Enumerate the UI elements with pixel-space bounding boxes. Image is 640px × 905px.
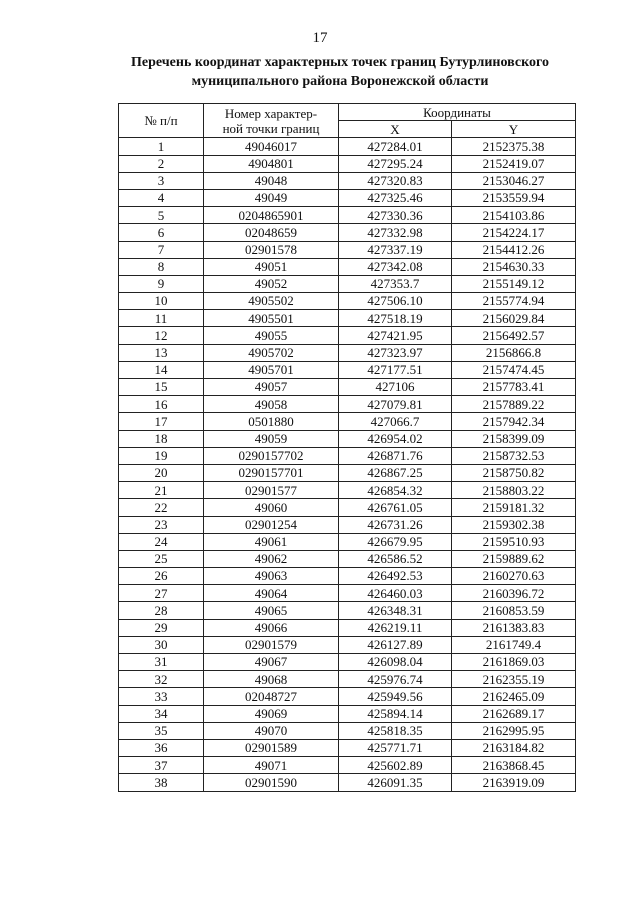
cell-point: 0290157702 (204, 447, 339, 464)
cell-point: 49066 (204, 619, 339, 636)
cell-y: 2157889.22 (452, 396, 576, 413)
table-row (119, 757, 576, 774)
cell-x: 426761.05 (339, 499, 452, 516)
cell-point: 49057 (204, 379, 339, 396)
table-row (119, 654, 576, 671)
table-row (119, 671, 576, 688)
table-row (119, 155, 576, 172)
table-row (119, 344, 576, 361)
cell-y: 2155774.94 (452, 293, 576, 310)
table-row (119, 774, 576, 791)
cell-point: 49062 (204, 550, 339, 567)
cell-num: 5 (119, 207, 204, 224)
table-row (119, 550, 576, 567)
cell-y: 2163919.09 (452, 774, 576, 791)
table-row (119, 275, 576, 292)
cell-point: 02901578 (204, 241, 339, 258)
table-row (119, 739, 576, 756)
cell-num: 20 (119, 464, 204, 481)
cell-point: 49064 (204, 585, 339, 602)
cell-y: 2157783.41 (452, 379, 576, 396)
table-row (119, 636, 576, 653)
cell-num: 13 (119, 344, 204, 361)
header-coords: Координаты (339, 104, 576, 121)
cell-point: 02901589 (204, 739, 339, 756)
table-row (119, 447, 576, 464)
table-row (119, 189, 576, 206)
cell-y: 2158750.82 (452, 464, 576, 481)
cell-y: 2159181.32 (452, 499, 576, 516)
coordinates-table (118, 103, 576, 792)
cell-num: 12 (119, 327, 204, 344)
cell-point: 0501880 (204, 413, 339, 430)
cell-x: 425949.56 (339, 688, 452, 705)
cell-y: 2161383.83 (452, 619, 576, 636)
cell-point: 49048 (204, 172, 339, 189)
cell-y: 2154103.86 (452, 207, 576, 224)
cell-x: 425602.89 (339, 757, 452, 774)
cell-x: 425976.74 (339, 671, 452, 688)
table-row (119, 585, 576, 602)
cell-y: 2156029.84 (452, 310, 576, 327)
cell-y: 2160396.72 (452, 585, 576, 602)
cell-y: 2154630.33 (452, 258, 576, 275)
cell-x: 426871.76 (339, 447, 452, 464)
page-number: 17 (312, 30, 328, 46)
cell-y: 2158803.22 (452, 482, 576, 499)
table-row (119, 464, 576, 481)
cell-point: 4905502 (204, 293, 339, 310)
table-row (119, 688, 576, 705)
table-row (119, 413, 576, 430)
cell-x: 427106 (339, 379, 452, 396)
cell-x: 427330.36 (339, 207, 452, 224)
cell-y: 2152419.07 (452, 155, 576, 172)
cell-num: 29 (119, 619, 204, 636)
cell-num: 9 (119, 275, 204, 292)
table-row (119, 705, 576, 722)
table-row (119, 516, 576, 533)
cell-point: 02901590 (204, 774, 339, 791)
cell-y: 2158732.53 (452, 447, 576, 464)
cell-num: 28 (119, 602, 204, 619)
cell-num: 24 (119, 533, 204, 550)
cell-x: 425818.35 (339, 722, 452, 739)
table-row (119, 258, 576, 275)
cell-x: 426219.11 (339, 619, 452, 636)
title-line-2: муниципального района Воронежской области (191, 74, 489, 89)
cell-x: 427284.01 (339, 138, 452, 155)
cell-x: 426954.02 (339, 430, 452, 447)
cell-point: 4905702 (204, 344, 339, 361)
cell-x: 426098.04 (339, 654, 452, 671)
table-row (119, 379, 576, 396)
cell-y: 2158399.09 (452, 430, 576, 447)
table-row (119, 224, 576, 241)
cell-y: 2156492.57 (452, 327, 576, 344)
cell-num: 14 (119, 361, 204, 378)
cell-num: 22 (119, 499, 204, 516)
cell-point: 02901254 (204, 516, 339, 533)
cell-point: 49061 (204, 533, 339, 550)
cell-y: 2160853.59 (452, 602, 576, 619)
cell-num: 26 (119, 568, 204, 585)
cell-num: 8 (119, 258, 204, 275)
cell-point: 49063 (204, 568, 339, 585)
table-row (119, 138, 576, 155)
table-row (119, 207, 576, 224)
header-row-1 (119, 104, 576, 121)
cell-point: 4904801 (204, 155, 339, 172)
header-y: Y (452, 121, 576, 138)
cell-num: 6 (119, 224, 204, 241)
header-point-line-1: Номер характер- (224, 105, 318, 121)
header-num: № п/п (119, 104, 204, 138)
cell-point: 49060 (204, 499, 339, 516)
cell-num: 17 (119, 413, 204, 430)
cell-num: 7 (119, 241, 204, 258)
cell-y: 2159510.93 (452, 533, 576, 550)
cell-x: 427421.95 (339, 327, 452, 344)
cell-y: 2162355.19 (452, 671, 576, 688)
cell-point: 49051 (204, 258, 339, 275)
cell-num: 23 (119, 516, 204, 533)
cell-point: 0290157701 (204, 464, 339, 481)
cell-num: 31 (119, 654, 204, 671)
header-x: X (339, 121, 452, 138)
table-row (119, 533, 576, 550)
cell-x: 426586.52 (339, 550, 452, 567)
title-line-1: Перечень координат характерных точек границ Бутурлиновского (131, 55, 549, 70)
cell-point: 49059 (204, 430, 339, 447)
cell-num: 38 (119, 774, 204, 791)
cell-point: 49068 (204, 671, 339, 688)
cell-num: 25 (119, 550, 204, 567)
cell-x: 427177.51 (339, 361, 452, 378)
cell-x: 426492.53 (339, 568, 452, 585)
cell-y: 2152375.38 (452, 138, 576, 155)
cell-y: 2162995.95 (452, 722, 576, 739)
cell-x: 426091.35 (339, 774, 452, 791)
cell-y: 2163184.82 (452, 739, 576, 756)
cell-num: 1 (119, 138, 204, 155)
cell-num: 3 (119, 172, 204, 189)
cell-point: 49071 (204, 757, 339, 774)
cell-num: 15 (119, 379, 204, 396)
table-row (119, 327, 576, 344)
cell-num: 10 (119, 293, 204, 310)
cell-y: 2163868.45 (452, 757, 576, 774)
cell-point: 49067 (204, 654, 339, 671)
table-row (119, 619, 576, 636)
cell-y: 2154224.17 (452, 224, 576, 241)
cell-point: 49046017 (204, 138, 339, 155)
document-title (60, 53, 620, 91)
table-row (119, 430, 576, 447)
cell-point: 49055 (204, 327, 339, 344)
cell-x: 425771.71 (339, 739, 452, 756)
cell-y: 2157474.45 (452, 361, 576, 378)
cell-y: 2162465.09 (452, 688, 576, 705)
header-point-line-2: ной точки границ (222, 120, 320, 136)
cell-x: 426854.32 (339, 482, 452, 499)
cell-x: 427066.7 (339, 413, 452, 430)
cell-x: 427332.98 (339, 224, 452, 241)
cell-y: 2161749.4 (452, 636, 576, 653)
cell-x: 426127.89 (339, 636, 452, 653)
cell-point: 02048727 (204, 688, 339, 705)
header-point (204, 104, 339, 138)
cell-x: 426679.95 (339, 533, 452, 550)
table-row (119, 396, 576, 413)
cell-point: 0204865901 (204, 207, 339, 224)
cell-num: 27 (119, 585, 204, 602)
cell-y: 2156866.8 (452, 344, 576, 361)
cell-num: 32 (119, 671, 204, 688)
cell-num: 11 (119, 310, 204, 327)
table-row (119, 499, 576, 516)
cell-num: 34 (119, 705, 204, 722)
cell-point: 49065 (204, 602, 339, 619)
table-row (119, 722, 576, 739)
cell-x: 427323.97 (339, 344, 452, 361)
cell-y: 2162689.17 (452, 705, 576, 722)
cell-num: 16 (119, 396, 204, 413)
cell-y: 2154412.26 (452, 241, 576, 258)
cell-point: 4905701 (204, 361, 339, 378)
cell-y: 2153046.27 (452, 172, 576, 189)
cell-x: 426731.26 (339, 516, 452, 533)
cell-num: 18 (119, 430, 204, 447)
table-row (119, 361, 576, 378)
cell-y: 2159889.62 (452, 550, 576, 567)
table-row (119, 172, 576, 189)
cell-num: 21 (119, 482, 204, 499)
cell-num: 35 (119, 722, 204, 739)
cell-point: 49069 (204, 705, 339, 722)
cell-num: 37 (119, 757, 204, 774)
cell-x: 426348.31 (339, 602, 452, 619)
cell-y: 2161869.03 (452, 654, 576, 671)
cell-y: 2157942.34 (452, 413, 576, 430)
cell-x: 427337.19 (339, 241, 452, 258)
cell-x: 427325.46 (339, 189, 452, 206)
cell-num: 36 (119, 739, 204, 756)
cell-x: 427295.24 (339, 155, 452, 172)
cell-num: 30 (119, 636, 204, 653)
cell-x: 425894.14 (339, 705, 452, 722)
cell-y: 2155149.12 (452, 275, 576, 292)
cell-point: 49049 (204, 189, 339, 206)
cell-point: 02901577 (204, 482, 339, 499)
cell-point: 02901579 (204, 636, 339, 653)
cell-point: 49052 (204, 275, 339, 292)
cell-num: 4 (119, 189, 204, 206)
cell-y: 2160270.63 (452, 568, 576, 585)
cell-x: 427353.7 (339, 275, 452, 292)
cell-point: 02048659 (204, 224, 339, 241)
table-row (119, 241, 576, 258)
cell-x: 427518.19 (339, 310, 452, 327)
table-row (119, 602, 576, 619)
cell-x: 426460.03 (339, 585, 452, 602)
cell-num: 2 (119, 155, 204, 172)
table-row (119, 293, 576, 310)
cell-y: 2153559.94 (452, 189, 576, 206)
cell-point: 49058 (204, 396, 339, 413)
cell-num: 33 (119, 688, 204, 705)
cell-x: 426867.25 (339, 464, 452, 481)
cell-x: 427506.10 (339, 293, 452, 310)
cell-x: 427342.08 (339, 258, 452, 275)
table-body (119, 138, 576, 791)
table-row (119, 310, 576, 327)
cell-x: 427320.83 (339, 172, 452, 189)
cell-num: 19 (119, 447, 204, 464)
cell-point: 4905501 (204, 310, 339, 327)
table-row (119, 568, 576, 585)
cell-point: 49070 (204, 722, 339, 739)
table-row (119, 482, 576, 499)
cell-x: 427079.81 (339, 396, 452, 413)
cell-y: 2159302.38 (452, 516, 576, 533)
